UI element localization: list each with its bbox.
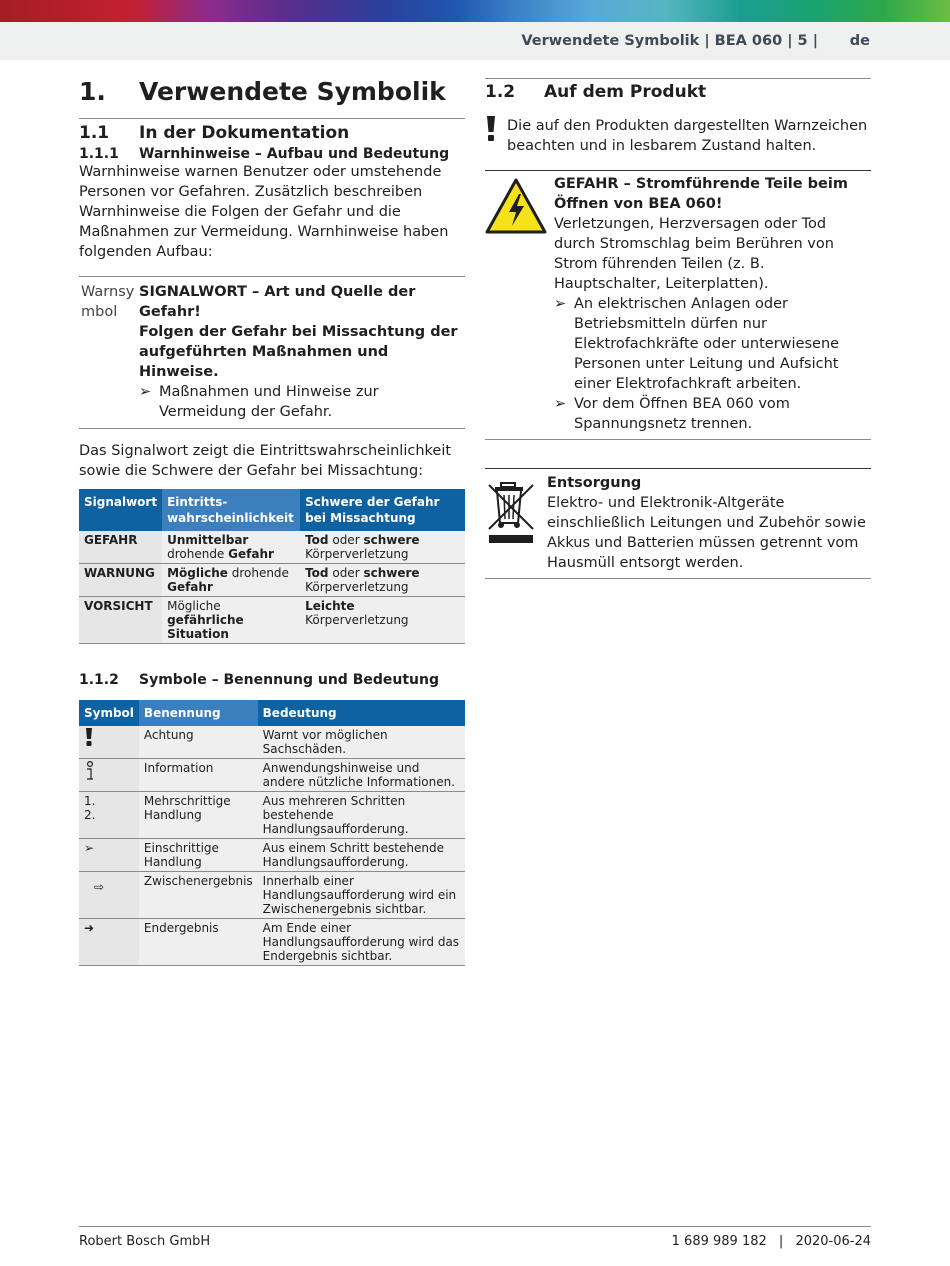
signal-intro-paragraph: Das Signalwort zeigt die Eintrittswahrscheinlichkeit sowie die Schwere der Gefahr bei Missachtung:	[79, 443, 452, 479]
footer-company: Robert Bosch GmbH	[79, 1234, 211, 1249]
symbol-meaning: Am Ende einer Handlungsaufforderung wird das Endergebnis sichtbar.	[258, 919, 465, 966]
symbol-cell	[79, 759, 139, 792]
severity-bold: Tod	[305, 533, 329, 547]
symbol-cell	[79, 726, 139, 759]
table-row	[79, 839, 465, 872]
footer-doc-number: 1 689 989 182	[671, 1234, 767, 1249]
disposal-headline: Entsorgung	[547, 475, 642, 491]
signal-word: VORSICHT	[79, 597, 162, 644]
section-title: Warnhinweise – Aufbau und Bedeutung	[139, 146, 450, 162]
symbol-meaning: Aus mehreren Schritten bestehende Handlungsaufforderung.	[258, 792, 465, 839]
table-row	[79, 726, 465, 759]
probability-cell	[162, 597, 300, 644]
warning-symbol-label: Warnsymbol	[81, 284, 135, 320]
header-language: de	[849, 33, 870, 49]
probability-cell	[162, 564, 300, 597]
danger-warning-box	[485, 170, 871, 440]
symbol-cell	[79, 792, 139, 839]
symbol-name: Mehrschrittige Handlung	[139, 792, 258, 839]
brand-color-bar	[0, 0, 950, 22]
probability-bold: Unmittelbar	[167, 533, 249, 547]
footer-divider	[79, 1226, 871, 1227]
danger-headline: GEFAHR – Stromführende Teile beim Öffnen von BEA 060!	[554, 176, 848, 212]
left-column	[79, 72, 465, 966]
divider	[79, 118, 465, 119]
warning-headline: SIGNALWORT – Art und Quelle der Gefahr!	[139, 284, 416, 320]
symbol-name: Information	[139, 759, 258, 792]
section-heading-1-1-2	[79, 672, 465, 688]
table-row	[79, 792, 465, 839]
severity-text-2: Körperverletzung	[305, 547, 409, 561]
probability-bold-2: Gefahr	[228, 547, 274, 561]
table-header: Eintrittswahrscheinlichkeit	[162, 489, 300, 531]
symbol-name: Zwischenergebnis	[139, 872, 258, 919]
table-row	[79, 872, 465, 919]
section-title: Auf dem Produkt	[544, 82, 707, 102]
warning-structure-box	[79, 276, 465, 429]
severity-cell	[300, 597, 465, 644]
product-note-text: Die auf den Produkten dargestellten Warnzeichen beachten und in lesbarem Zustand halten.	[507, 118, 868, 154]
header-title: Verwendete Symbolik | BEA 060 | 5 |	[521, 33, 818, 49]
arrowhead-icon: ➢	[84, 841, 95, 855]
table-row	[79, 919, 465, 966]
footer-date: 2020-06-24	[795, 1234, 871, 1249]
warning-measure	[139, 382, 465, 422]
signal-word: WARNUNG	[79, 564, 162, 597]
section-title: In der Dokumentation	[139, 123, 350, 143]
severity-text: Körperverletzung	[305, 613, 409, 627]
probability-bold-2: Gefahr	[167, 580, 213, 594]
product-note	[485, 116, 871, 156]
symbol-cell	[79, 919, 139, 966]
symbol-meaning: Warnt vor möglichen Sachschäden.	[258, 726, 465, 759]
probability-text: drohende	[227, 566, 289, 580]
symbol-cell	[79, 839, 139, 872]
arrowhead-icon: ➢	[554, 296, 567, 312]
chapter-heading	[79, 72, 465, 110]
symbol-name: Achtung	[139, 726, 258, 759]
high-voltage-warning-icon	[485, 174, 554, 434]
section-heading-1-1	[79, 123, 465, 143]
severity-bold: Leichte	[305, 599, 355, 613]
probability-text: Mögliche	[167, 599, 221, 613]
disposal-text: Elektro- und Elektronik-Altgeräte einschließlich Leitungen und Zubehör sowie Akkus und Batterien müssen getrennt vom Hausmüll entsorgt werden.	[547, 495, 866, 571]
exclamation-icon	[485, 116, 507, 156]
table-header: Schwere der Gefahr bei Missachtung	[300, 489, 465, 531]
table-header: Benennung	[139, 700, 258, 726]
hollow-arrow-icon: ⇨	[94, 880, 105, 894]
severity-bold-2: schwere	[363, 566, 420, 580]
section-number: 1.1.1	[79, 146, 119, 162]
probability-bold: Mögliche	[167, 566, 228, 580]
warning-measure-text: Maßnahmen und Hinweise zur Vermeidung der Gefahr.	[159, 384, 379, 420]
severity-text: oder	[328, 533, 364, 547]
symbol-cell	[79, 872, 139, 919]
section-title: Symbole – Benennung und Bedeutung	[139, 672, 439, 688]
symbol-meaning: Innerhalb einer Handlungsaufforderung wird ein Zwischenergebnis sichtbar.	[258, 872, 465, 919]
probability-text: drohende	[167, 547, 229, 561]
section-number: 1.2	[485, 82, 516, 102]
table-header: Signalwort	[79, 489, 162, 531]
symbol-meaning: Anwendungshinweise und andere nützliche Informationen.	[258, 759, 465, 792]
section-heading-1-2	[485, 78, 871, 102]
probability-cell	[162, 531, 300, 564]
bold-arrow-icon: ➜	[84, 921, 95, 935]
arrowhead-icon: ➢	[139, 384, 152, 400]
symbol-table	[79, 700, 465, 966]
crossed-bin-icon	[485, 473, 547, 573]
symbol-meaning: Aus einem Schritt bestehende Handlungsaufforderung.	[258, 839, 465, 872]
exclamation-icon	[84, 735, 94, 749]
chapter-number: 1.	[79, 76, 106, 106]
danger-bullet-text: An elektrischen Anlagen oder Betriebsmitteln dürfen nur Elektrofachkräfte oder unterwiesene Personen unter Leitung und Aufsicht einer Elektrofachkraft arbeiten.	[574, 296, 840, 392]
danger-text: Verletzungen, Herzversagen oder Tod durch Stromschlag beim Berühren von Strom führenden Teilen (z. B. Hauptschalter, Leiterplatten).	[554, 216, 834, 292]
signal-word: GEFAHR	[79, 531, 162, 564]
symbol-name: Einschrittige Handlung	[139, 839, 258, 872]
table-header: Symbol	[79, 700, 139, 726]
danger-bullet-text: Vor dem Öffnen BEA 060 vom Spannungsnetz trennen.	[574, 396, 790, 432]
footer-info	[672, 1234, 871, 1249]
symbol-name: Endergebnis	[139, 919, 258, 966]
right-column	[485, 78, 871, 579]
severity-text-2: Körperverletzung	[305, 580, 409, 594]
section-number: 1.1.2	[79, 672, 119, 688]
probability-bold-2: gefährliche Situation	[167, 613, 244, 641]
table-row	[79, 531, 465, 564]
footer-separator: |	[778, 1234, 784, 1249]
section-heading-1-1-1	[79, 146, 465, 162]
table-row	[79, 564, 465, 597]
table-row	[79, 759, 465, 792]
danger-bullet	[554, 294, 871, 394]
disposal-box	[485, 468, 871, 579]
info-icon	[84, 770, 96, 784]
signal-word-table	[79, 489, 465, 644]
severity-cell	[300, 531, 465, 564]
warning-consequence: Folgen der Gefahr bei Missachtung der aufgeführten Maßnahmen und Hinweise.	[139, 324, 458, 380]
step-numbers: 1. 2.	[84, 794, 96, 822]
table-row	[79, 597, 465, 644]
intro-paragraph: Warnhinweise warnen Benutzer oder umstehende Personen vor Gefahren. Zusätzlich beschreiben Warnhinweise die Folgen der Gefahr und die Maßnahmen zur Vermeidung. Warnhinweise haben folgenden Aufbau:	[79, 164, 449, 260]
chapter-title: Verwendete Symbolik	[139, 76, 446, 106]
section-number: 1.1	[79, 123, 110, 143]
severity-cell	[300, 564, 465, 597]
severity-text: oder	[328, 566, 364, 580]
severity-bold-2: schwere	[363, 533, 420, 547]
arrowhead-icon: ➢	[554, 396, 567, 412]
table-header: Bedeutung	[258, 700, 465, 726]
severity-bold: Tod	[305, 566, 329, 580]
danger-bullet	[554, 394, 871, 434]
